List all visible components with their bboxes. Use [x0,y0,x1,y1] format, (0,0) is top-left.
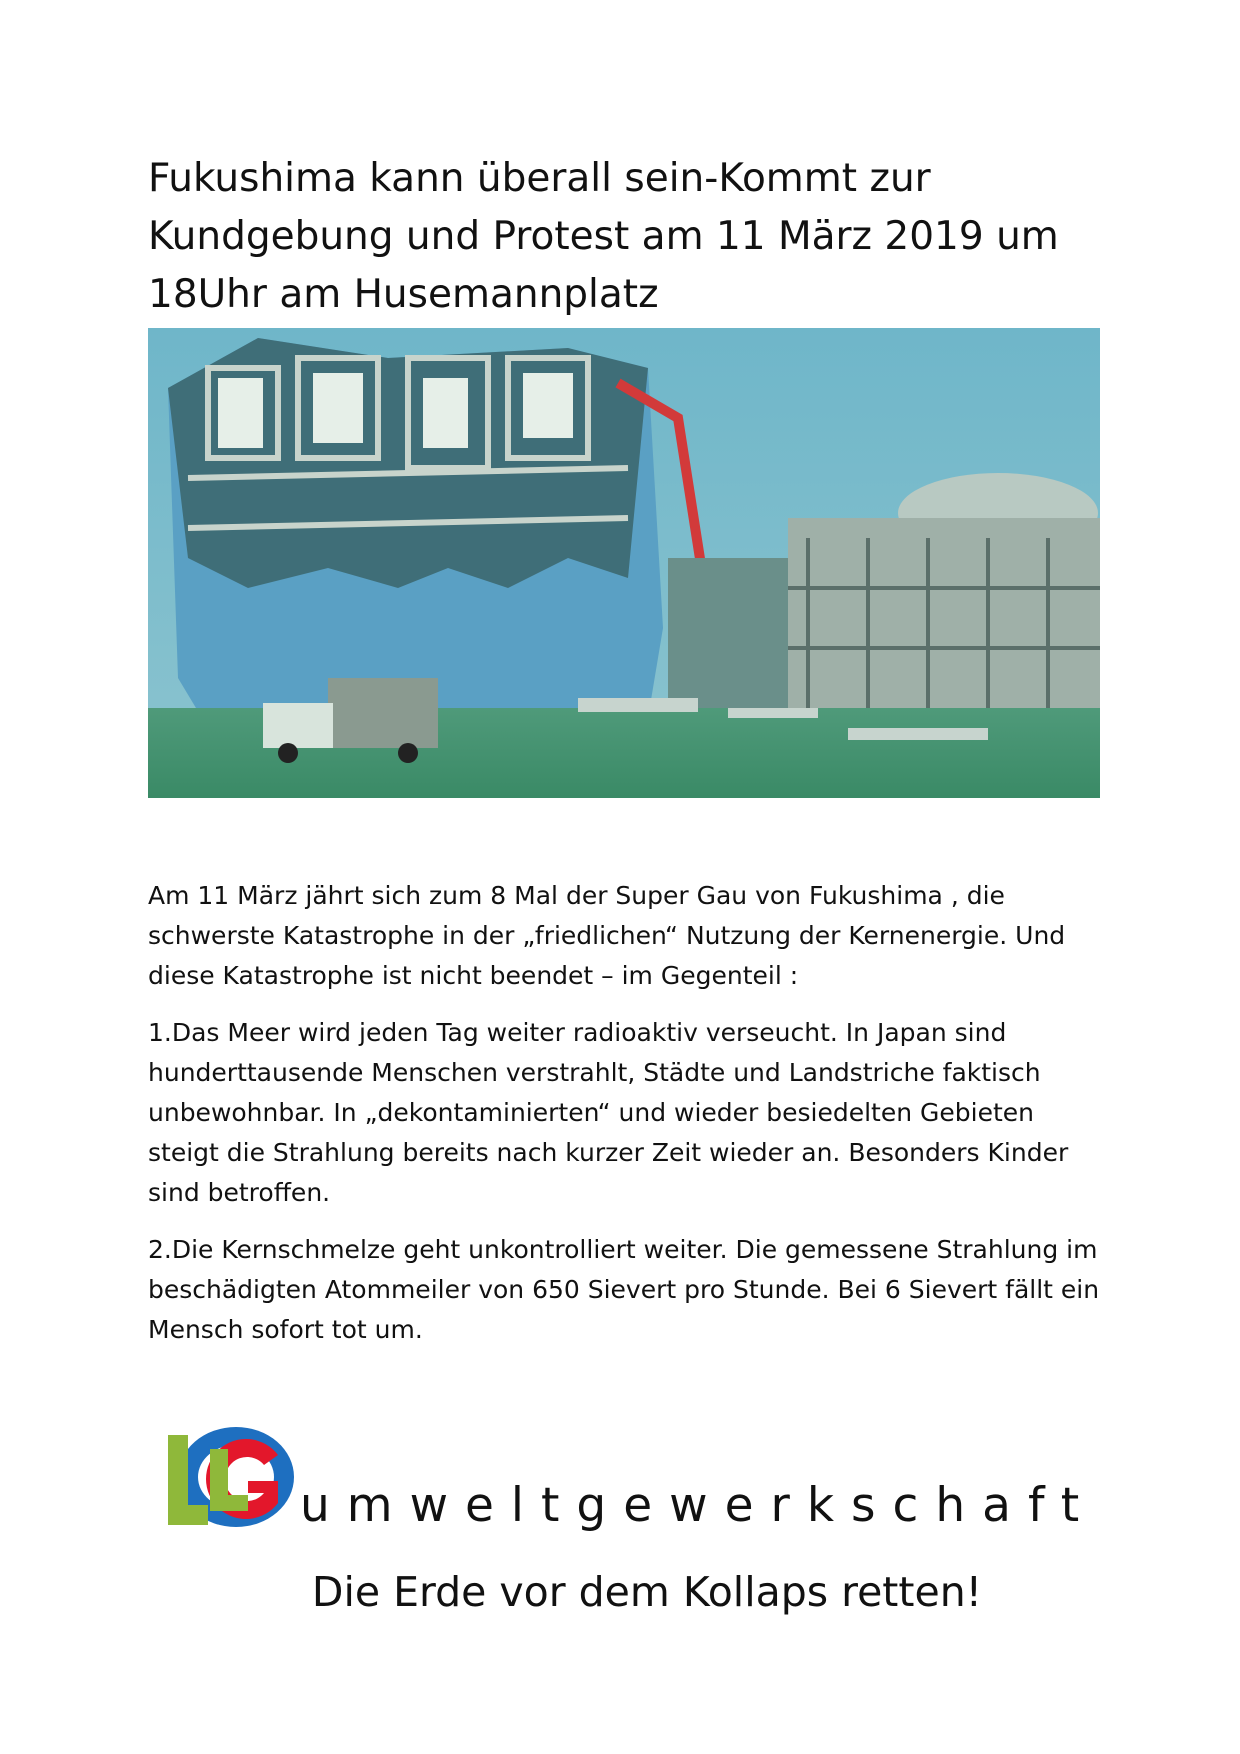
point-1-paragraph: 1.Das Meer wird jeden Tag weiter radioaktiv verseucht. In Japan sind hunderttausende Menschen verstrahlt, Städte und Landstriche faktisch unbewohnbar. In „dekontaminierten“ und wieder besiedelten Gebieten steigt die Strahlung bereits nach kurzer Zeit wieder an. Besonders Kinder sind betroffen. [148,1018,1069,1207]
slogan: Die Erde vor dem Kollaps retten! [311,1568,983,1616]
damaged-reactor-photo [148,328,1100,798]
flyer-title: Fukushima kann überall sein-Kommt zur Kundgebung und Protest am 11 März 2019 um 18Uhr am Husemannplatz [148,156,1059,317]
flyer-body [148,876,1108,1367]
intro-paragraph: Am 11 März jährt sich zum 8 Mal der Super Gau von Fukushima , die schwerste Katastrophe in der „friedlichen“ Nutzung der Kernenergie. Und diese Katastrophe ist nicht beendet – im Gegenteil : [148,881,1066,990]
organization-name: umweltgewerkschaft [300,1478,1097,1533]
ug-logo [148,1425,300,1535]
point-2-paragraph: 2.Die Kernschmelze geht unkontrolliert weiter. Die gemessene Strahlung im beschädigten Atommeiler von 650 Sievert pro Stunde. Bei 6 Sievert fällt ein Mensch sofort tot um. [148,1235,1100,1344]
